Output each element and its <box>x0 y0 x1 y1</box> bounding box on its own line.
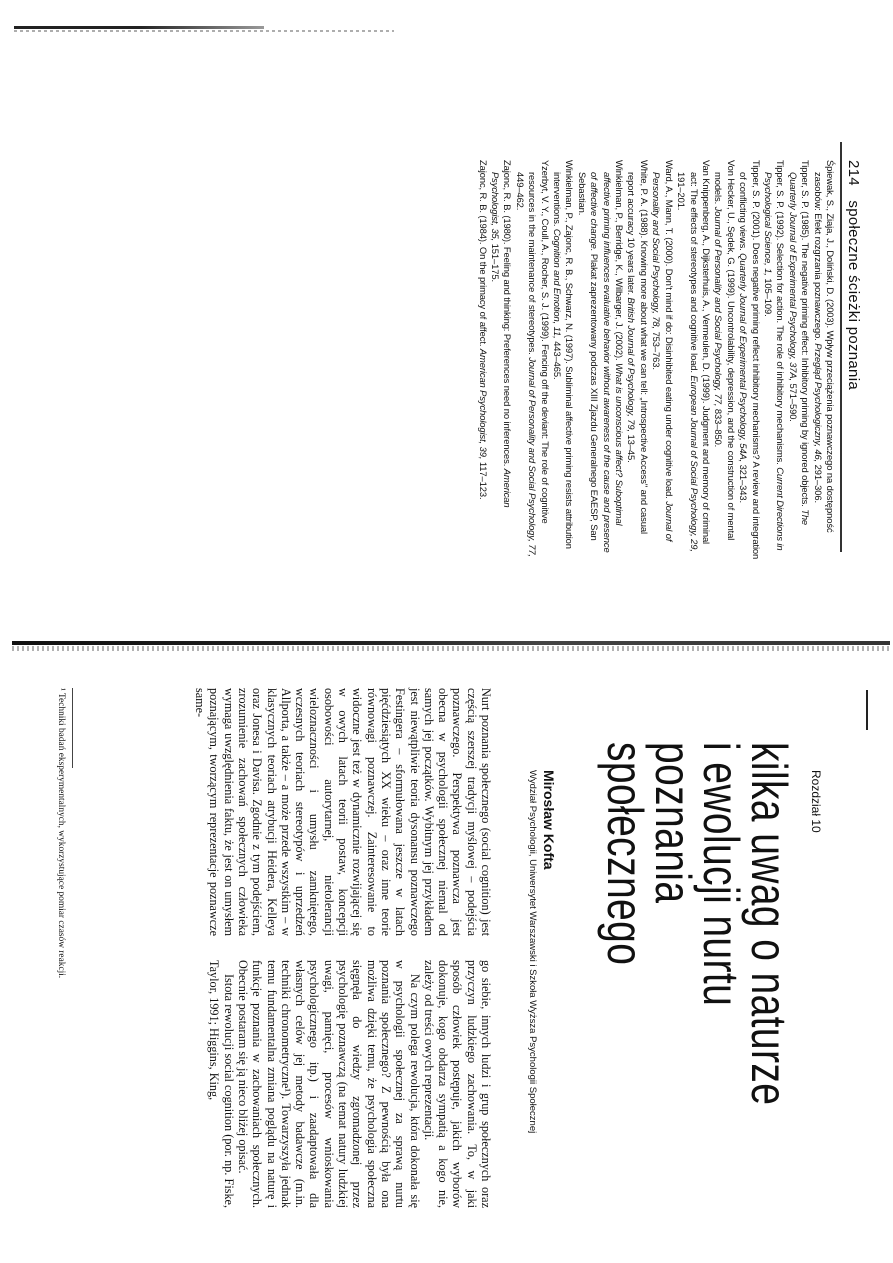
reference-list <box>476 160 836 560</box>
reference-text: Winkielman, P., Zajonc, R. B., Schwarz, N. (1997). Subliminal affective priming resists attribution interventions. <box>552 160 576 549</box>
reference-source: British Journal of Psychology, 79, <box>626 297 638 433</box>
chapter-title <box>597 742 797 1148</box>
title-line-2: i ewolucji nurtu poznania <box>645 742 749 1007</box>
reference-source: Cognition and Emotion, 11, <box>552 228 564 339</box>
reference-pages: 833–850. <box>713 406 725 448</box>
reference-source: What is unconscious affect? Suboptimal affective priming influences evaluative behavior without awareness of the cause and presence of affective change. <box>589 172 626 553</box>
author-affiliation: Wydział Psychologii, Uniwersytet Warszawski i Szkoła Wyższa Psychologii Społecznej <box>527 770 538 1134</box>
reference-pages: 753–763. <box>651 329 663 370</box>
chapter-label: Rozdział 10 <box>809 770 823 833</box>
reference-entry <box>811 160 836 560</box>
reference-pages: 191–201. <box>676 172 688 211</box>
reference-source: Journal of Personality and Social Psychology, 78, <box>651 172 675 542</box>
reference-source: American Psychologist, 35, <box>490 172 514 508</box>
reference-entry <box>786 160 811 560</box>
reference-pages: 291–306. <box>812 462 824 503</box>
title-line-1: kilka uwag o naturze <box>741 742 797 1106</box>
reference-entry <box>551 160 576 560</box>
reference-pages: 321–343. <box>738 462 750 503</box>
reference-entry <box>650 160 675 560</box>
reference-entry <box>762 160 787 560</box>
top-rule <box>867 690 869 730</box>
body-paragraph: Istota rewolucji social cognition (por. np. Fiske, Taylor, 1991; Higgins, King, <box>207 960 236 1208</box>
running-head-title: społeczne ścieżki poznania <box>845 200 862 390</box>
reference-source: Przegląd Psychologiczny, 46, <box>812 343 824 463</box>
footnote: ¹ Techniki badań eksperymentalnych, wykorzystujące pomiar czasów reakcji. <box>56 688 66 979</box>
reference-source: Quarterly Journal of Experimental Psychology, 54A, <box>738 253 750 463</box>
reference-entry <box>513 160 550 560</box>
body-paragraph: Nurt poznania społecznego (social cognition) jest częścią szerszej tradycji myślowej – podejścia poznawczego. Perspektywa poznawcza jest obecna w psychologii społecznej niemal od samych jej początków. Wybitnym jej przykładem jest niewątpliwie teoria dysonansu poznawczego Festingera – sformułowana jeszcze w latach pięćdziesiątych XX wieku – oraz inne teorie równowagi poznawczej. Zainteresowanie to widoczne jest też w dynamicznie rozwijającej się w owych latach teorii postaw, koncepcji osobowości autorytarnej, nietolerancji wieloznaczności i umysłu zamkniętego, wczesnych teoriach stereotypów i uprzedzeń Allporta, a także – a może przede wszystkim – w klasycznych teoriach atrybucji Heidera, Kelleya oraz Jonesa i Davisa. Zgodnie z tym podejściem, zrozumienie zachowań społecznych człowieka wymaga uwzględnienia faktu, że jest on umysłem poznającym, tworzącym reprezentacje poznawcze same- <box>193 688 493 936</box>
body-column-1 <box>193 688 493 936</box>
reference-source: Journal of Personality and Social Psychology, 77, <box>527 357 539 557</box>
reference-pages: 13–45. <box>626 432 638 463</box>
references-page <box>410 0 870 640</box>
page-number: 214 <box>845 160 862 186</box>
reference-pages: 105–109. <box>762 275 774 317</box>
reference-source: Journal of Personality and Social Psychology, 77, <box>713 206 725 407</box>
reference-entry <box>575 160 625 560</box>
reference-text: Yzerbyt, V. Y., Coull, A., Rocher, S. J. (1999). Fencing off the deviant: The role of cognitive resources in the maintenance of stereotypes. <box>527 160 551 524</box>
author-name: Mirosław Kofta <box>541 770 557 870</box>
reference-entry <box>712 160 737 560</box>
header-rule <box>841 142 843 552</box>
reference-text: Zajonc, R. B. (1980). Feeling and thinking: Preferences need no inferences. <box>502 160 514 469</box>
reference-text: Tipper, S. P. (1992). Selection for action. The role of inhibitory mechanisms. <box>775 160 787 468</box>
reference-text: Tipper, S. P. (2001). Does negative priming reflect inhibitory mechanisms? A review and integration of conflicting views. <box>738 160 762 560</box>
reference-pages: 443–465. <box>552 338 564 380</box>
reference-pages: 151–175. <box>490 241 502 282</box>
reference-source: European Journal of Social Psychology, 29, <box>688 375 700 552</box>
scan-edge-artifact <box>14 26 264 29</box>
chapter-page <box>13 660 893 1263</box>
reference-text: White, P. A. (1988). Knowing more about what we can tell: „Introspective Access" and casual report accuracy 10 years later. <box>626 160 650 534</box>
reference-pages: 571–590. <box>787 381 799 422</box>
reference-entry <box>625 160 650 560</box>
reference-text: Ward, A., Mann, T. (2000). Don't mind if do: Disinhibited eating under cognitive load. <box>663 160 675 502</box>
reference-text: Śpiewak, S., Ziaja, J., Doliński, D. (2003). Wpływ przeciążenia poznawczego na dostępność zasobów: Efekt rozgrzania poznawczego. <box>812 160 836 533</box>
reference-text: Van Knippenberg, A., Dijksterhuis, A., Vermeulen, D. (1999). Judgment and memory of criminal act: The effects of stereotypes and cognitive load. <box>688 160 712 545</box>
reference-pages: 449–462. <box>514 172 526 211</box>
footnote-rule <box>72 688 73 768</box>
page-divider <box>12 641 890 645</box>
reference-source: American Psychologist, 39, <box>477 348 489 460</box>
reference-text: Tipper, S. P. (1985). The negative priming effect: Inhibitory priming by ignored objects. <box>800 160 812 510</box>
reference-source: Current Directions in Psychological Science, 1, <box>762 172 787 551</box>
scan-edge-noise <box>14 30 394 32</box>
reference-source: The Quarterly Journal of Experimental Psychology, 37A, <box>787 172 812 526</box>
reference-entry <box>675 160 712 560</box>
reference-entry <box>737 160 762 560</box>
reference-entry <box>476 160 488 560</box>
reference-text: Zajonc, R. B. (1984). On the primacy of affect. <box>477 160 489 349</box>
reference-text: Von Hecker, U., Sędek, G. (1999). Uncontrolability, depression, and the construction of mental models. <box>713 160 737 541</box>
reference-pages: 117–123. <box>477 459 489 500</box>
body-column-2 <box>207 960 493 1208</box>
reference-text: Winkielman, P., Berridge, K., Wilbarger, J. (2002). <box>614 160 626 364</box>
reference-entry <box>489 160 514 560</box>
title-line-3: społecznego <box>597 742 653 966</box>
page-divider-noise <box>12 646 890 651</box>
reference-pages: Plakat zaprezentowany podczas XIII Zjazdu Generalnego EAESP, San Sebastian. <box>576 172 601 541</box>
body-paragraph: go siebie, innych ludzi i grup społecznych oraz przyczyn ludzkiego zachowania. To, w jaki sposób człowiek postępuje, jakich wyborów dokonuje, kogo obdarza sympatią a kogo nie, zależy od treści owych reprezentacji. <box>421 960 493 1208</box>
body-paragraph: Na czym polega rewolucja, która dokonała się w psychologii społecznej za sprawą nurtu poznania społecznego? Z pewnością była ona możliwa dzięki temu, że psychologia społeczna sięgnęła do wiedzy zgromadzonej przez psychologię poznawczą (na temat natury ludzkiej uwagi, pamięci, procesów wnioskowania psychologicznego itp.) i zaadaptowała dla własnych celów jej metody badawcze (m.in. techniki chronometryczne¹). Towarzyszyła jednak temu fundamentalna zmiana poglądu na naturę i funkcje poznania w zachowaniach społecznych. Obecnie postaram się ją nieco bliżej opisać. <box>235 960 422 1208</box>
